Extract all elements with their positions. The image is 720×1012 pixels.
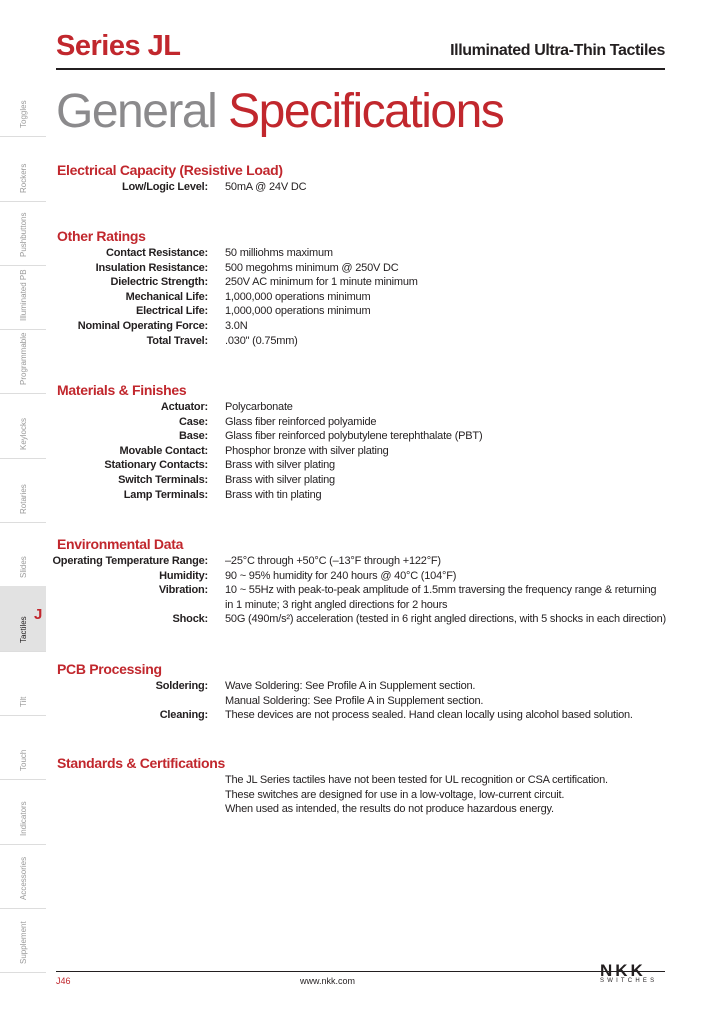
series-title: Series JL [56, 30, 181, 62]
spec-value: 90 ~ 95% humidity for 240 hours @ 40°C (104°F) [225, 569, 457, 582]
spec-value: 10 ~ 55Hz with peak-to-peak amplitude of 1.5mm traversing the frequency range & returning [225, 584, 657, 597]
spec-label: Humidity: [159, 569, 208, 582]
sidebar-tab-label: Tilt [19, 696, 28, 707]
spec-label: Shock: [172, 613, 208, 626]
standards-line: The JL Series tactiles have not been tested for UL recognition or CSA certification. [225, 774, 608, 786]
page-number: J46 [56, 976, 71, 986]
spec-label: Movable Contact: [119, 444, 208, 457]
spec-label: Base: [179, 430, 208, 443]
spec-value: 500 megohms minimum @ 250V DC [225, 261, 399, 274]
sidebar-tab-label: Tactiles [19, 616, 28, 643]
spec-value: 50mA @ 24V DC [225, 181, 307, 193]
spec-label: Lamp Terminals: [123, 488, 208, 501]
category-sidebar [0, 72, 46, 972]
section-title-standards: Standards & Certifications [57, 755, 226, 771]
series-subtitle: Illuminated Ultra-Thin Tactiles [450, 42, 665, 59]
sidebar-tab-label: Touch [19, 749, 28, 772]
standards-line: These switches are designed for use in a low-voltage, low-current circuit. [225, 788, 565, 801]
sidebar-tab-touch[interactable] [0, 715, 46, 780]
spec-value: Wave Soldering: See Profile A in Supplement section. [225, 680, 476, 692]
sidebar-tab-toggles[interactable] [0, 72, 46, 137]
header-divider [56, 68, 665, 70]
spec-value: Phosphor bronze with silver plating [225, 444, 389, 457]
sidebar-tab-label: Toggles [19, 100, 28, 129]
spec-label: Low/Logic Level: [121, 181, 208, 193]
spec-value: 1,000,000 operations minimum [225, 290, 371, 303]
spec-value: .030" (0.75mm) [225, 334, 298, 347]
spec-label: Vibration: [158, 584, 208, 597]
logo-wordmark: NKK [600, 961, 646, 980]
section-title-materials: Materials & Finishes [57, 382, 187, 398]
page-title-part1: General [56, 85, 217, 138]
section-title-other-ratings: Other Ratings [57, 228, 146, 244]
logo-tagline: SWITCHES [600, 978, 658, 984]
spec-label: Stationary Contacts: [104, 459, 208, 472]
spec-label: Case: [179, 415, 208, 428]
spec-value: Brass with silver plating [225, 474, 335, 486]
website-link[interactable]: www.nkk.com [300, 976, 356, 986]
sidebar-tab-label: Keylocks [19, 417, 28, 450]
spec-label: Nominal Operating Force: [77, 320, 208, 332]
spec-value: 3.0N [225, 320, 248, 332]
spec-label: Operating Temperature Range: [52, 555, 208, 567]
section-title-pcb: PCB Processing [57, 661, 162, 677]
spec-label: Soldering: [155, 680, 208, 692]
spec-value: Brass with silver plating [225, 459, 335, 472]
spec-value: 50G (490m/s²) acceleration (tested in 6 right angled directions, with 5 shocks in each direction) [225, 613, 666, 626]
spec-label: Mechanical Life: [125, 290, 208, 303]
sidebar-tab-label: Rockers [19, 163, 28, 193]
spec-value: 250V AC minimum for 1 minute minimum [225, 276, 418, 289]
sidebar-tab-letter: J [34, 606, 43, 624]
spec-label: Total Travel: [146, 334, 208, 347]
spec-value: Glass fiber reinforced polybutylene terephthalate (PBT) [225, 430, 483, 443]
sidebar-tab-label: Programmable [19, 333, 28, 386]
spec-label: Dielectric Strength: [110, 276, 208, 289]
nkk-logo [600, 961, 657, 984]
sidebar-tab-accessories[interactable] [0, 844, 46, 909]
spec-label: Electrical Life: [136, 305, 208, 318]
spec-value: Manual Soldering: See Profile A in Supplement section. [225, 694, 484, 707]
spec-value: 1,000,000 operations minimum [225, 305, 371, 318]
sidebar-tab-indicators[interactable] [0, 779, 46, 844]
sidebar-tab-label: Accessories [19, 856, 28, 900]
sidebar-tab-label: Indicators [19, 800, 28, 836]
spec-value: Brass with tin plating [225, 488, 322, 501]
section-title-environmental: Environmental Data [57, 536, 184, 552]
sidebar-tab-label: Illuminated PB [19, 269, 28, 322]
spec-label: Insulation Resistance: [95, 261, 208, 274]
spec-value: These devices are not process sealed. Hand clean locally using alcohol based solution. [225, 709, 633, 722]
sidebar-tab-label: Supplement [19, 921, 28, 965]
spec-value: –25°C through +50°C (–13°F through +122°F) [225, 555, 441, 567]
spec-value: in 1 minute; 3 right angled directions for 2 hours [225, 598, 448, 611]
spec-label: Actuator: [160, 401, 208, 413]
spec-label: Cleaning: [159, 709, 208, 722]
spec-label: Contact Resistance: [106, 247, 208, 259]
spec-value: Glass fiber reinforced polyamide [225, 415, 377, 428]
spec-label: Switch Terminals: [118, 474, 208, 486]
standards-line: When used as intended, the results do not produce hazardous energy. [225, 803, 554, 816]
sidebar-tab-label: Slides [19, 556, 28, 579]
page-title-part2: Specifications [228, 85, 504, 138]
page-title [56, 82, 503, 142]
section-title-electrical: Electrical Capacity (Resistive Load) [57, 162, 283, 178]
sidebar-tab-label: Pushbuttons [19, 212, 28, 257]
footer-divider [56, 971, 665, 972]
spec-value: 50 milliohms maximum [225, 247, 333, 259]
sidebar-tab-supplement[interactable] [0, 908, 46, 973]
spec-value: Polycarbonate [225, 401, 293, 413]
sidebar-tab-label: Rotaries [19, 484, 28, 515]
